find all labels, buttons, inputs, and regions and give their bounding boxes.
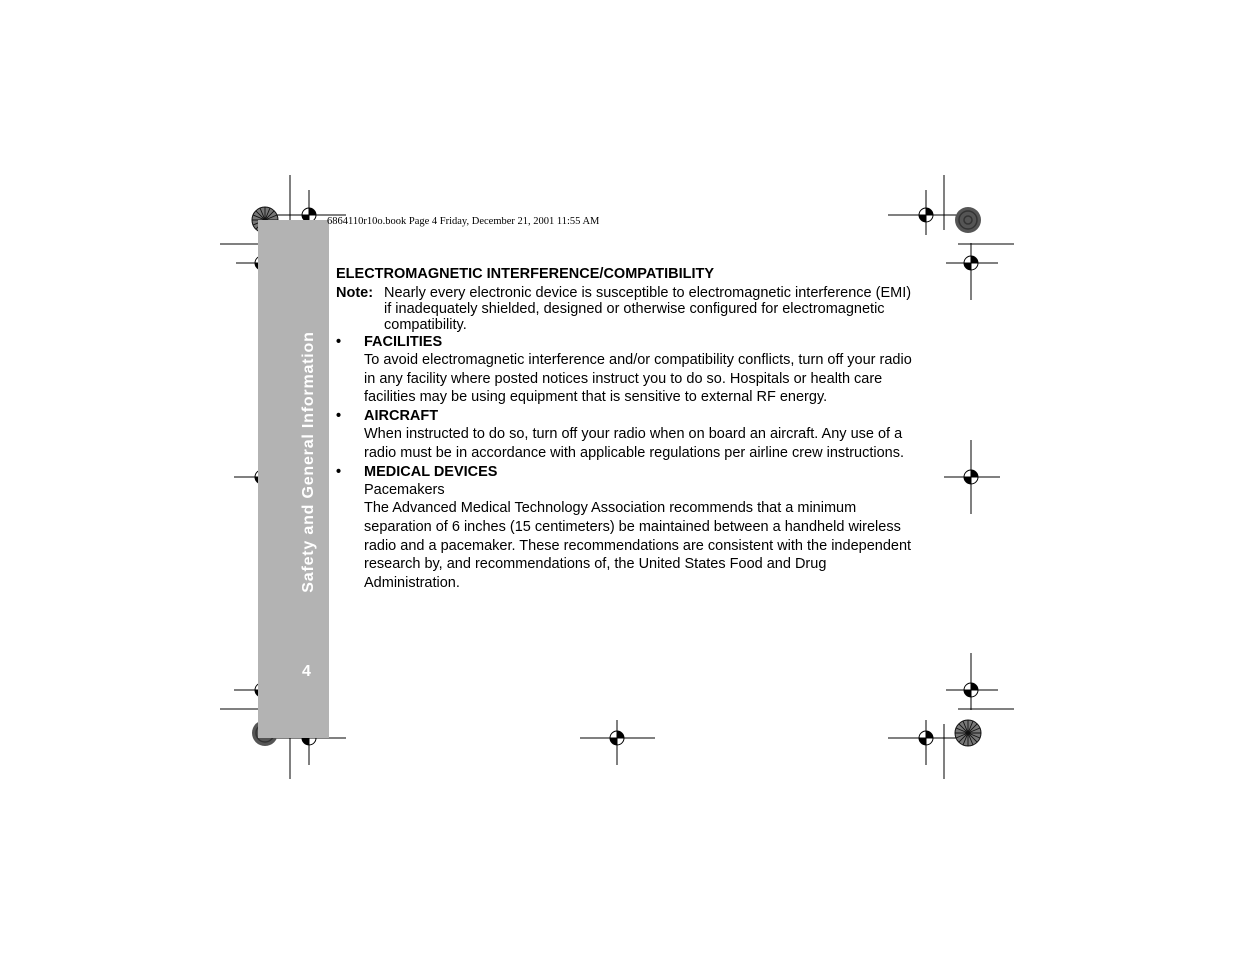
section-heading: ELECTROMAGNETIC INTERFERENCE/COMPATIBILITY xyxy=(336,266,715,282)
bullet-paragraph: When instructed to do so, turn off your radio when on board an aircraft. Any use of a radio must be in accordance with applicable regulations per airline crew instructions. xyxy=(364,426,904,461)
side-tab-title: Safety and General Information xyxy=(300,331,317,593)
bullet-aircraft xyxy=(336,407,916,462)
bullet-marker: • xyxy=(336,334,342,350)
print-header: 6864110r10o.book Page 4 Friday, December 21, 2001 11:55 AM xyxy=(327,216,600,227)
bullet-medical-devices xyxy=(336,463,916,593)
note-text: Nearly every electronic device is susceptible to electromagnetic interference (EMI) if inadequately shielded, designed or otherwise configured for electromagnetic compatibility. xyxy=(384,285,912,333)
note-label: Note: xyxy=(336,285,374,301)
bullet-title: FACILITIES xyxy=(364,334,443,350)
bullet-marker: • xyxy=(336,463,342,480)
bullet-paragraph: The Advanced Medical Technology Association recommends that a minimum separation of 6 inches (15 centimeters) be maintained between a handheld wireless radio and a pacemaker. These recommendations are consistent with the independent research by, and recommendations of, the United States Food and Drug Administration. xyxy=(364,500,912,592)
note xyxy=(336,285,916,333)
bullet-facilities xyxy=(336,333,916,407)
bullet-title: MEDICAL DEVICES xyxy=(364,463,498,480)
side-tab xyxy=(258,220,329,738)
page-number: 4 xyxy=(302,663,311,680)
bullet-marker: • xyxy=(336,408,342,425)
subheading-pacemakers: Pacemakers xyxy=(364,481,445,498)
bullet-title: AIRCRAFT xyxy=(364,408,439,425)
page-content xyxy=(336,265,916,593)
bullet-paragraph: To avoid electromagnetic interference and/or compatibility conflicts, turn off your radio in any facility where posted notices instruct you to do so. Hospitals or health care facilities may be using equipment that is sensitive to external RF energy. xyxy=(364,352,912,406)
